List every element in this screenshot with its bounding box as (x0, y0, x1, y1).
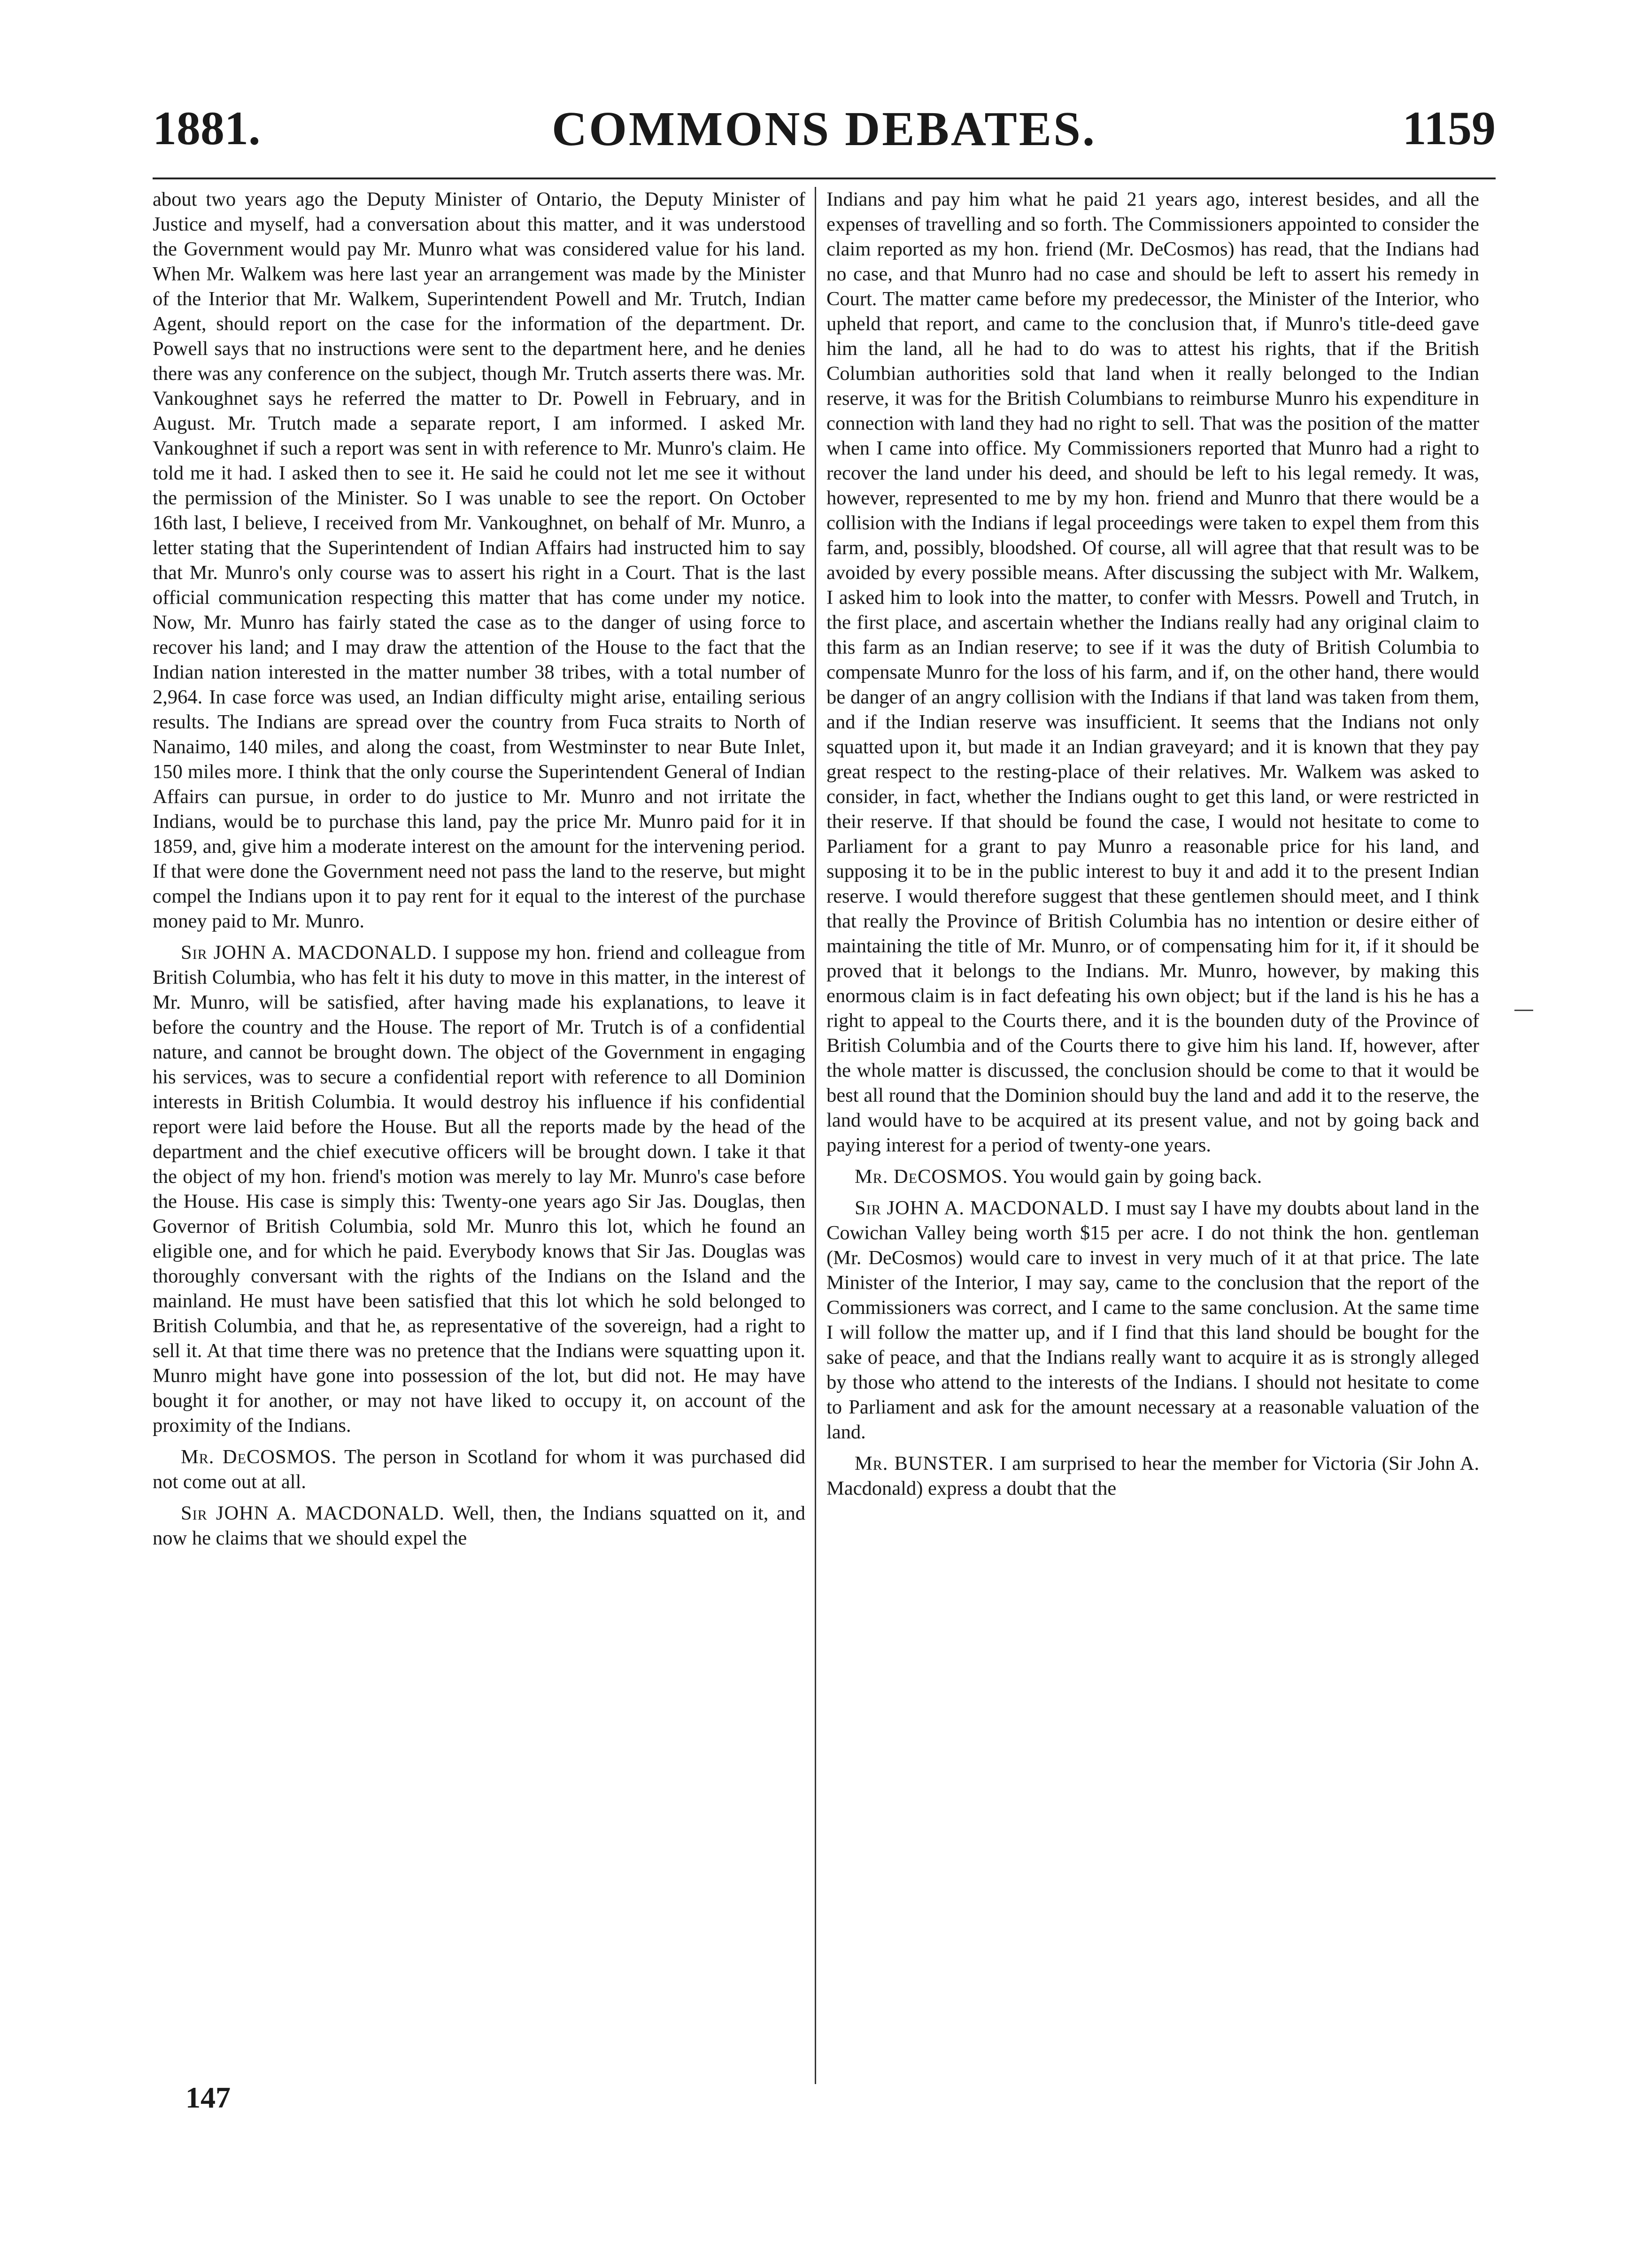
speaker-name: Sir JOHN A. MACDONALD. (181, 1502, 445, 1524)
paragraph (826, 1451, 1479, 1501)
paragraph (153, 940, 805, 1438)
page-header (153, 101, 1496, 164)
header-page-number: 1159 (1402, 102, 1496, 155)
paragraph (153, 1501, 805, 1551)
left-column (153, 187, 805, 2084)
speech-text: Well, then, the Indians squatted on it, and now he claims that we should expel the (153, 1502, 805, 1549)
header-title: COMMONS DEBATES. (552, 102, 1096, 156)
column-divider (815, 187, 816, 2084)
folio-number: 147 (185, 2081, 231, 2114)
margin-mark (1514, 1010, 1533, 1011)
speech-text: The person in Scotland for whom it was purchased did not come out at all. (153, 1446, 805, 1493)
speech-text: I suppose my hon. friend and colleague from British Columbia, who has felt it his duty to move in this matter, in the interest of Mr. Munro, will be satisfied, after having made his explanations, to leave it before the country and the House. The report of Mr. Trutch is of a confidential nature, and cannot be brought down. The object of the Government in engaging his services, was to secure a confidential report with reference to all Dominion interests in British Columbia. It would destroy his influence if his confidential report were laid before the House. But all the reports made by the head of the department and the chief executive officers will be brought down. I take it that the object of my hon. friend's motion was merely to lay Mr. Munro's case before the House. His case is simply this: Twenty-one years ago Sir Jas. Douglas, then Governor of British Columbia, sold Mr. Munro this lot, which he found an eligible one, and for which he paid. Everybody knows that Sir Jas. Douglas was thoroughly conversant with the rights of the Indians on the Island and the mainland. He must have been satisfied that this lot which he sold belonged to British Columbia, and that he, as representative of the sovereign, had a right to sell it. At that time there was no pretence that the Indians were squatting upon it. Munro might have gone into possession of the lot, but did not. He may have bought it for another, or may not have liked to occupy it, on account of the proximity of the Indians. (153, 942, 805, 1436)
header-rule (153, 178, 1496, 179)
speaker-name: Sir JOHN A. MACDONALD. (855, 1197, 1110, 1219)
speaker-name: Mr. DeCOSMOS. (181, 1446, 337, 1468)
speech-text: I am surprised to hear the member for Victoria (Sir John A. Macdonald) express a doubt that the (826, 1452, 1479, 1499)
paragraph (826, 1164, 1479, 1189)
paragraph (826, 1196, 1479, 1444)
speaker-name: Mr. BUNSTER. (855, 1452, 994, 1475)
speaker-name: Sir JOHN A. MACDONALD. (181, 942, 438, 964)
speech-text: You would gain by going back. (1012, 1166, 1262, 1188)
right-column (826, 187, 1479, 2084)
speaker-name: Mr. DeCOSMOS. (855, 1166, 1008, 1188)
paragraph: about two years ago the Deputy Minister of Ontario, the Deputy Minister of Justice and myself, had a conversation about this matter, and it was understood the Government would pay Mr. Munro what was considered value for his land. When Mr. Walkem was here last year an arrangement was made by the Minister of the Interior that Mr. Walkem, Superintendent Powell and Mr. Trutch, Indian Agent, should report on the case for the information of the department. Dr. Powell says that no instructions were sent to the department here, and he denies there was any conference on the subject, though Mr. Trutch asserts there was. Mr. Vankoughnet says he referred the matter to Dr. Powell in February, and in August. Mr. Trutch made a separate report, I am informed. I asked Mr. Vankoughnet if such a report was sent in with reference to Mr. Munro's claim. He told me it had. I asked then to see it. He said he could not let me see it without the permission of the Minister. So I was unable to see the report. On October 16th last, I believe, I received from Mr. Vankoughnet, on behalf of Mr. Munro, a letter stating that the Superintendent of Indian Affairs had instructed him to say that Mr. Munro's only course was to assert his right in a Court. That is the last official communication respecting this matter that has come under my notice. Now, Mr. Munro has fairly stated the case as to the danger of using force to recover his land; and I may draw the attention of the House to the fact that the Indian nation interested in the matter number 38 tribes, with a total number of 2,964. In case force was used, an Indian difficulty might arise, entailing serious results. The Indians are spread over the country from Fuca straits to North of Nanaimo, 140 miles, and along the coast, from Westminster to near Bute Inlet, 150 miles more. I think that the only course the Superintendent General of Indian Affairs can pursue, in order to do justice to Mr. Munro and not irritate the Indians, would be to purchase this land, pay the price Mr. Munro paid for it in 1859, and, give him a moderate interest on the amount for the intervening period. If that were done the Government need not pass the land to the reserve, but might compel the Indians upon it to pay rent for it equal to the interest of the purchase money paid to Mr. Munro. (153, 188, 805, 932)
paragraph (153, 1444, 805, 1494)
paragraph: Indians and pay him what he paid 21 years ago, interest besides, and all the expenses of travelling and so forth. The Commissioners appointed to consider the claim reported as my hon. friend (Mr. DeCosmos) has read, that the Indians had no case, and that Munro had no case and should be left to assert his remedy in Court. The matter came before my predecessor, the Minister of the Interior, who upheld that report, and came to the conclusion that, if Munro's title-deed gave him the land, all he had to do was to attest his rights, that if the British Columbian authorities sold that land when it really belonged to the Indian reserve, it was for the British Columbians to reimburse Munro his expenditure in connection with land they had no right to sell. That was the position of the matter when I came into office. My Commissioners reported that Munro had a right to recover the land under his deed, and should be left to his legal remedy. It was, however, represented to me by my hon. friend and Munro that there would be a collision with the Indians if legal proceedings were taken to expel them from this farm, and, possibly, bloodshed. Of course, all will agree that that result was to be avoided by every possible means. After discussing the subject with Mr. Walkem, I asked him to look into the matter, to confer with Messrs. Powell and Trutch, in the first place, and ascertain whether the Indians really had any original claim to this farm as an Indian reserve; to see if it was the duty of British Columbia to compensate Munro for the loss of his farm, and if, on the other hand, there would be danger of an angry collision with the Indians if that land was taken from them, and if the Indian reserve was insufficient. It seems that the Indians not only squatted upon it, but made it an Indian graveyard; and it is known that they pay great respect to the resting-place of their relatives. Mr. Walkem was asked to consider, in fact, whether the Indians ought to get this land, or were restricted in their reserve. If that should be found the case, I would not hesitate to come to Parliament for a grant to pay Munro a reasonable price for his land, and supposing it to be in the public interest to buy it and add it to the present Indian reserve. I would therefore suggest that these gentlemen should meet, and I think that really the Province of British Columbia has no intention or desire either of maintaining the title of Mr. Munro, or of compensating him for it, if it should be proved that it belongs to the Indians. Mr. Munro, however, by making this enormous claim is in fact defeating his own object; but if the land is his he has a right to appeal to the Courts there, and it is the bounden duty of the Province of British Columbia and of the Courts there to give him his land. If, however, after the whole matter is discussed, the conclusion should be come to that it would be best all round that the Dominion should buy the land and add it to the reserve, the land would have to be acquired at its present value, and not by going back and paying interest for a period of twenty-one years. (826, 188, 1479, 1156)
header-year: 1881. (153, 102, 261, 155)
speech-text: I must say I have my doubts about land in the Cowichan Valley being worth $15 per acre. I do not think the hon. gentleman (Mr. DeCosmos) would care to invest in very much of it at that price. The late Minister of the Interior, I may say, came to the conclusion that the report of the Commissioners was correct, and I came to the same conclusion. At the same time I will follow the matter up, and if I find that this land should be bought for the sake of peace, and that the Indians really want to acquire it as is strongly alleged by those who attend to the interests of the Indians. I should not hesitate to come to Parliament and ask for the amount necessary at a reasonable valuation of the land. (826, 1197, 1479, 1443)
